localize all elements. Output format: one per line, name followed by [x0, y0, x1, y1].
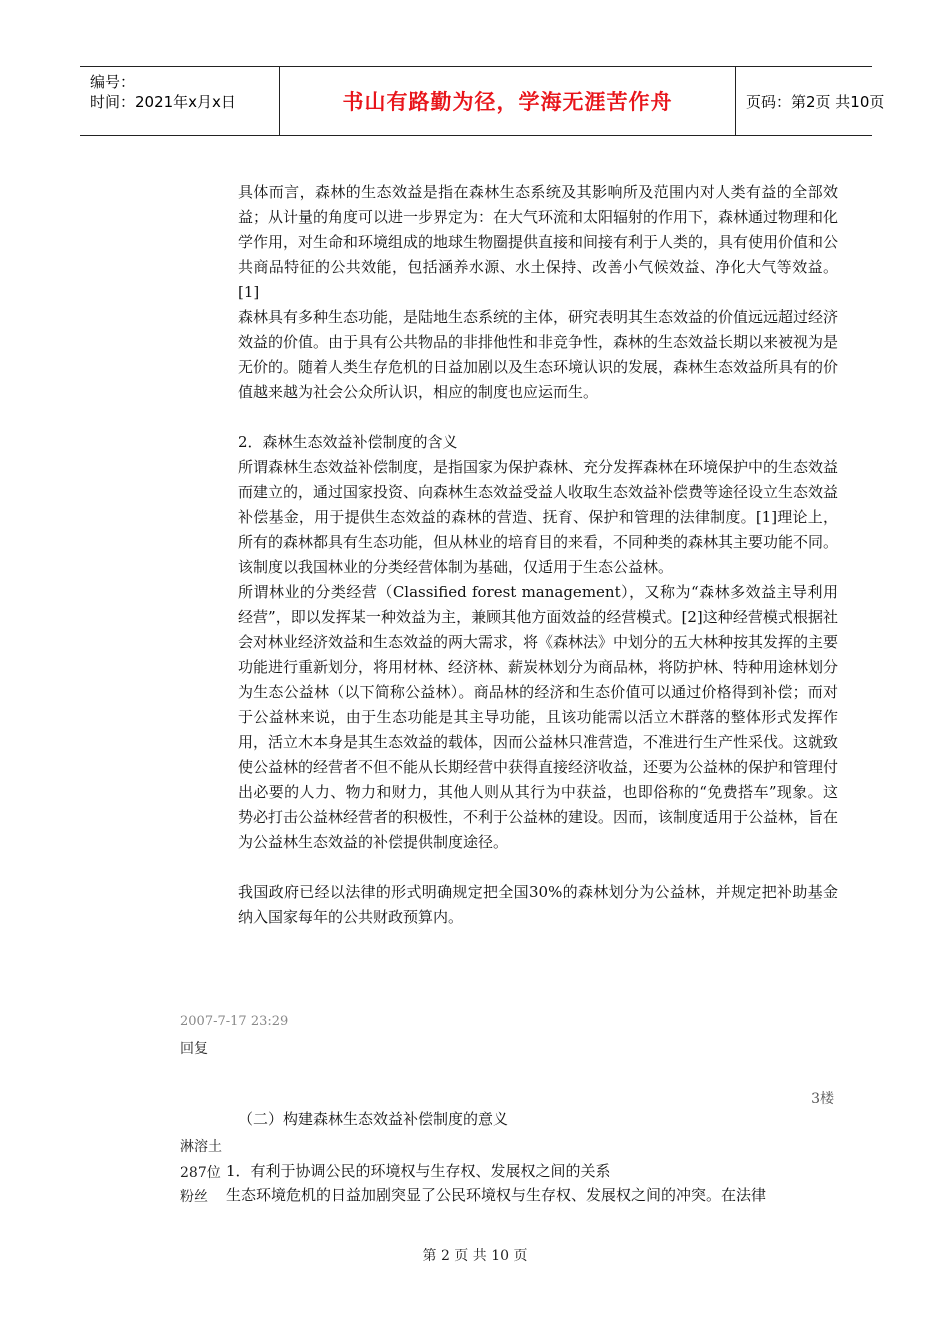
user-rank: 287位 — [180, 1165, 221, 1181]
time-label: 时间：2021年x月x日 — [90, 93, 236, 111]
article-body — [238, 180, 838, 930]
reply-link[interactable]: 回复 — [180, 1041, 208, 1057]
header-motto: 书山有路勤为径，学海无涯苦作舟 — [280, 67, 736, 135]
page-header — [80, 66, 885, 136]
fans-label: 粉丝 — [180, 1189, 208, 1205]
paragraph-government: 我国政府已经以法律的形式明确规定把全国30%的森林划分为公益林，并规定把补助基金纳入国家每年的公共财政预算内。 — [238, 883, 839, 926]
paragraph-compensation: 所谓森林生态效益补偿制度，是指国家为保护森林、充分发挥森林在环境保护中的生态效益而建立的，通过国家投资、向森林生态效益受益人收取生态效益补偿费等途径设立生态效益补偿基金，用于提供生态效益的森林的营造、抚育、保护和管理的法律制度。[1]理论上，所有的森林都具有生态功能，但从林业的培育目的来看，不同种类的森林其主要功能不同。该制度以我国林业的分类经营体制为基础，仅适用于生态公益林。 — [238, 458, 839, 576]
item-text: 生态环境危机的日益加剧突显了公民环境权与生存权、发展权之间的冲突。在法律 — [226, 1186, 767, 1204]
paragraph-gap — [238, 855, 838, 880]
header-meta — [80, 67, 280, 135]
section-title: （二）构建森林生态效益补偿制度的意义 — [238, 1110, 509, 1128]
paragraph-classified-management: 所谓林业的分类经营（Classified forest management），又称为“森林多效益主导利用经营”，即以发挥某一种效益为主，兼顾其他方面效益的经营模式。[2]这种经营模式根据社会对林业经济效益和生态效益的两大需求，将《森林法》中划分的五大林种按其发挥的主要功能进行重新划分，将用材林、经济林、薪炭林划分为商品林，将防护林、特种用途林划分为生态公益林（以下简称公益林）。商品林的经济和生态价值可以通过价格得到补偿；而对于公益林来说，由于生态功能是其主导功能，且该功能需以活立木群落的整体形式发挥作用，活立木本身是其生态效益的载体，因而公益林只准营造，不准进行生产性采伐。这就致使公益林的经营者不但不能从长期经营中获得直接经济收益，还要为公益林的保护和管理付出必要的人力、物力和财力，其他人则从其行为中获益，也即俗称的“免费搭车”现象。这势必打击公益林经营者的积极性，不利于公益林的建设。因而，该制度适用于公益林，旨在为公益林生态效益的补偿提供制度途径。 — [238, 583, 839, 851]
page-footer: 第 2 页 共 10 页 — [422, 1248, 528, 1264]
post-timestamp: 2007-7-17 23:29 — [180, 1014, 289, 1029]
header-page-label: 页码：第2页 共10页 — [746, 92, 885, 111]
paragraph-definition: 具体而言，森林的生态效益是指在森林生态系统及其影响所及范围内对人类有益的全部效益；从计量的角度可以进一步界定为：在大气环流和太阳辐射的作用下，森林通过物理和化学作用，对生命和环境组成的地球生物圈提供直接和间接有利于人类的，具有使用价值和公共商品特征的公共效能，包括涵养水源、水土保持、改善小气候效益、净化大气等效益。[1] — [238, 183, 839, 301]
floor-number: 3楼 — [811, 1091, 834, 1107]
item-title: 1．有利于协调公民的环境权与生存权、发展权之间的关系 — [226, 1162, 611, 1180]
section-heading-2: 2．森林生态效益补偿制度的含义 — [238, 433, 458, 451]
paragraph-gap — [238, 405, 838, 430]
paragraph-functions: 森林具有多种生态功能，是陆地生态系统的主体，研究表明其生态效益的价值远远超过经济效益的价值。由于具有公共物品的非排他性和非竞争性，森林的生态效益长期以来被视为是无价的。随着人类生存危机的日益加剧以及生态环境认识的发展，森林生态效益所具有的价值越来越为社会公众所认识，相应的制度也应运而生。 — [238, 308, 839, 401]
number-label: 编号： — [90, 73, 136, 91]
username-link[interactable]: 淋溶土 — [180, 1139, 222, 1155]
